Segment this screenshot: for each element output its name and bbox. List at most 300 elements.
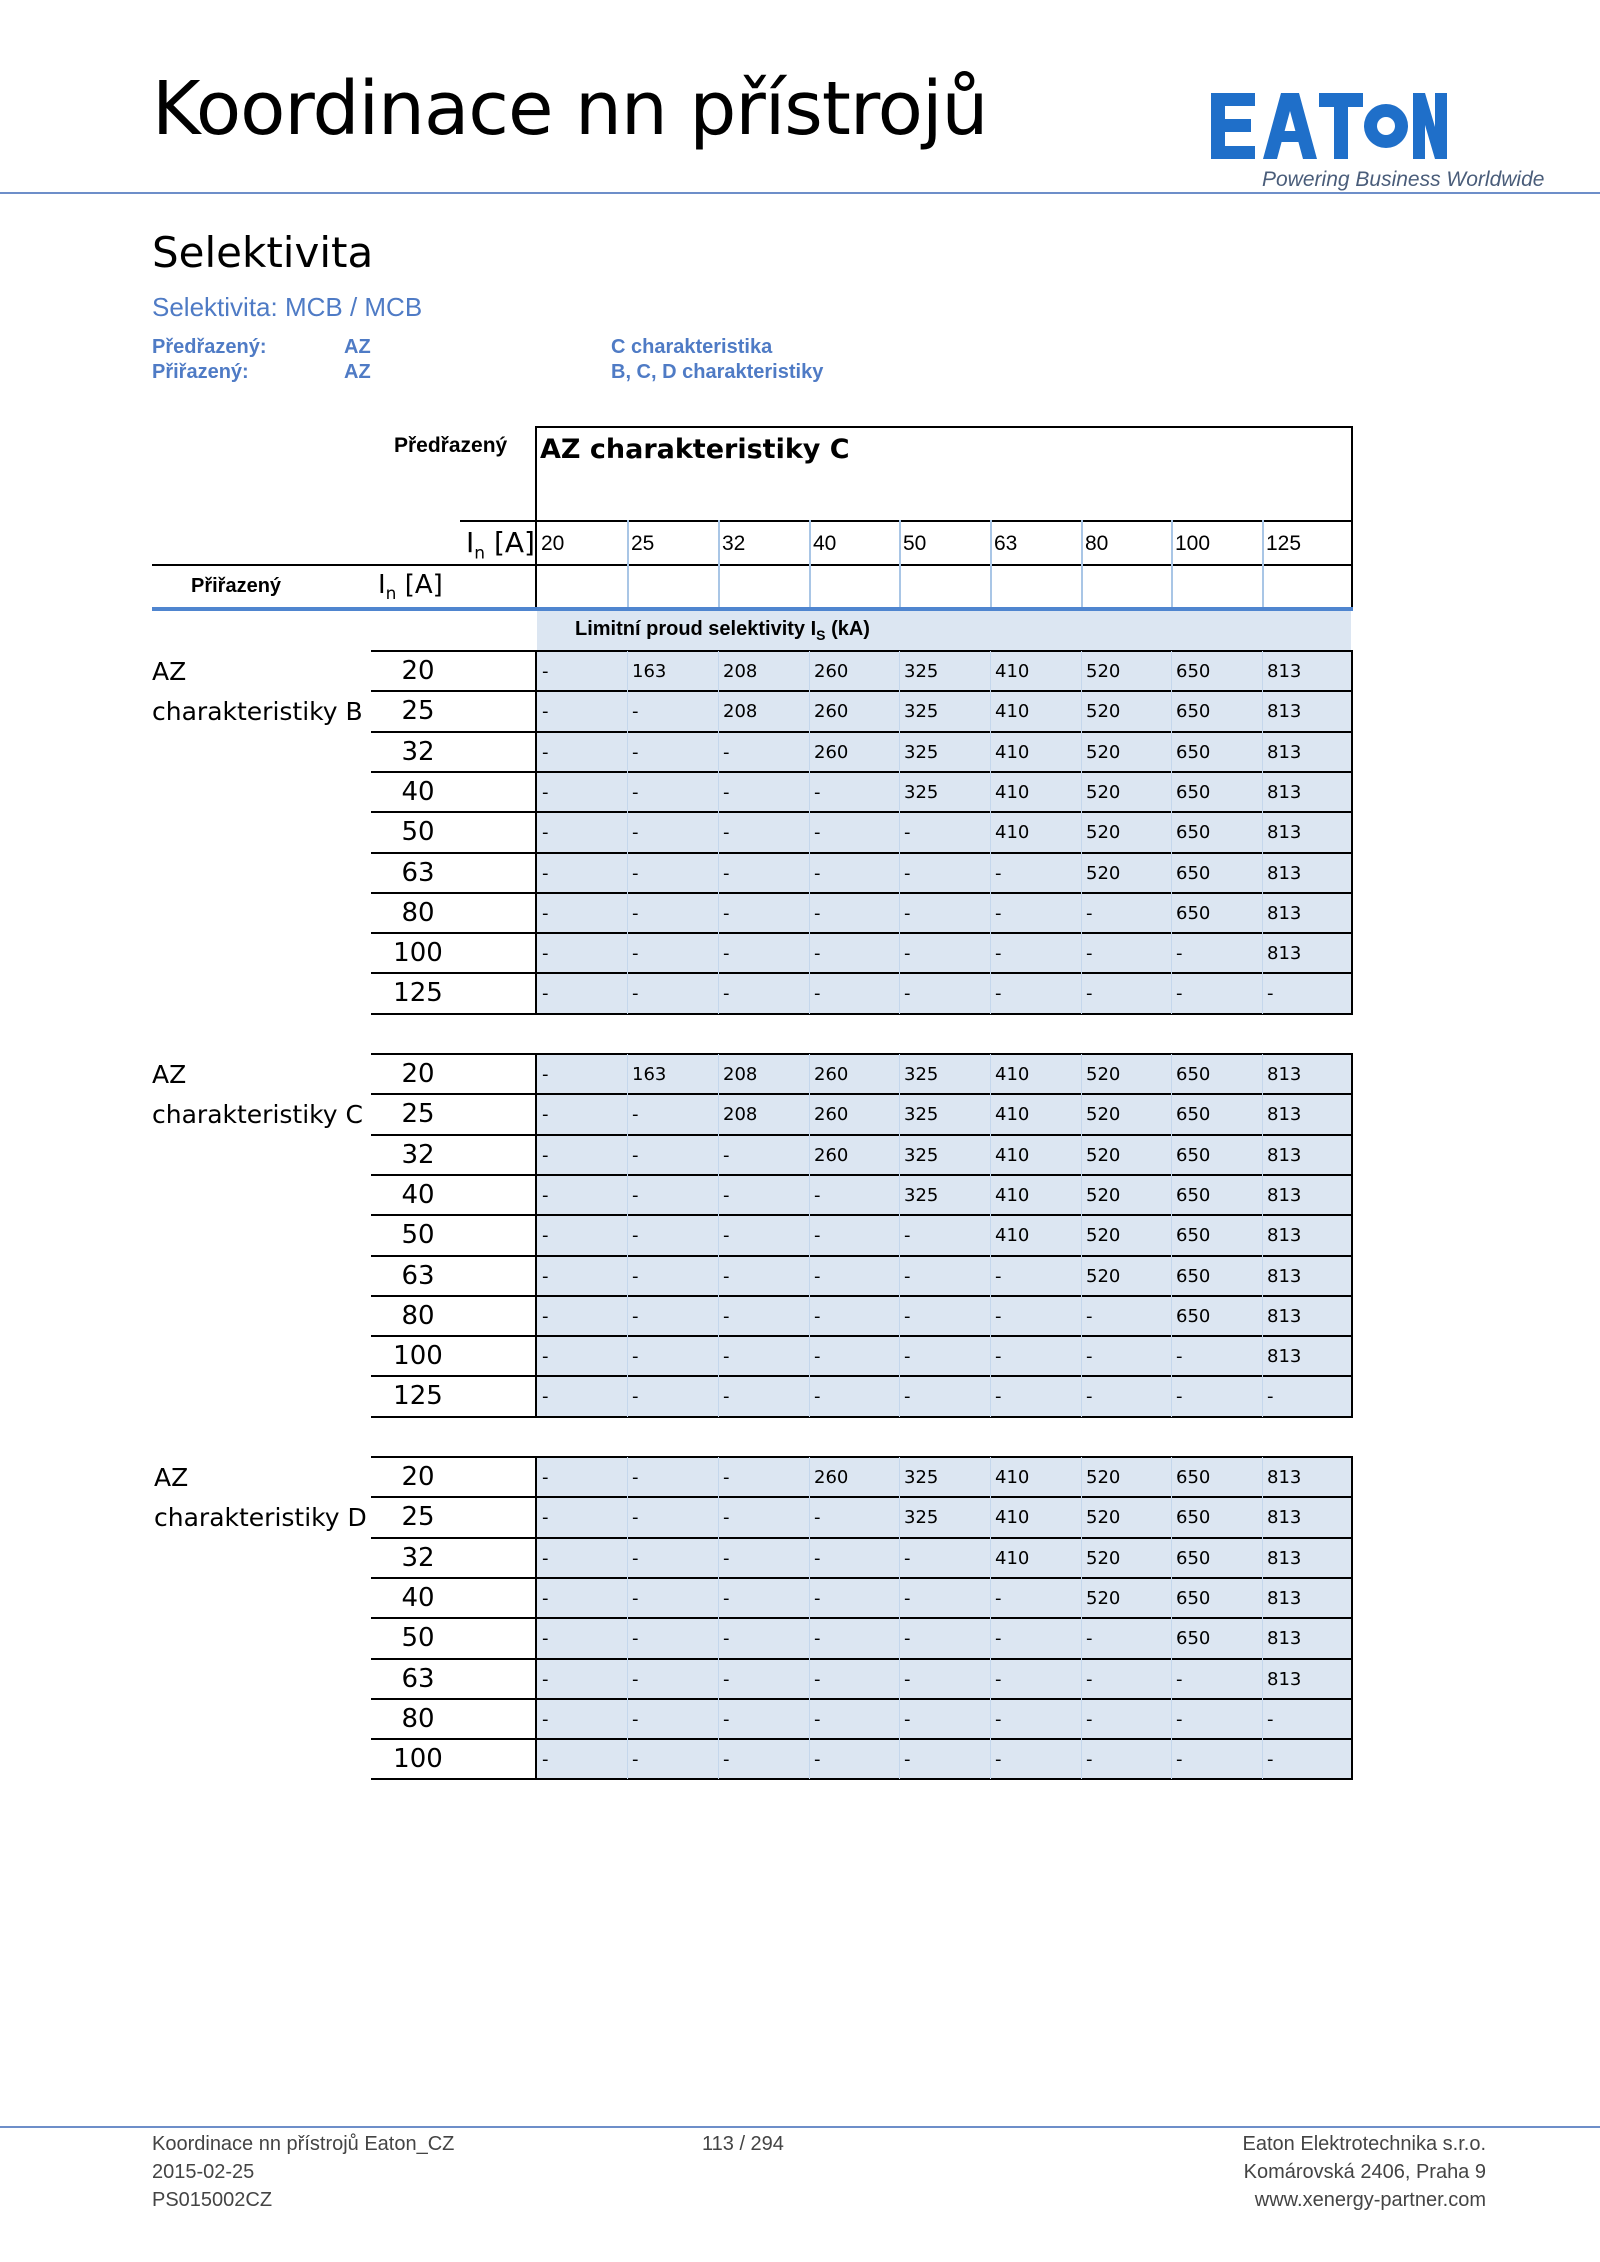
selectivity-value: 650 bbox=[1176, 1064, 1211, 1085]
selectivity-value: 260 bbox=[814, 661, 849, 682]
selectivity-value: - bbox=[814, 1507, 821, 1528]
selectivity-value: 813 bbox=[1267, 782, 1302, 803]
selectivity-value: 410 bbox=[995, 1467, 1030, 1488]
selectivity-value: - bbox=[632, 1104, 639, 1125]
footer-page-number: 113 / 294 bbox=[702, 2133, 784, 2155]
subsection-title: Selektivita: MCB / MCB bbox=[152, 292, 423, 322]
selectivity-value: - bbox=[632, 1386, 639, 1407]
selectivity-value: - bbox=[632, 903, 639, 924]
footer-company: Eaton Elektrotechnika s.r.o. bbox=[1242, 2133, 1486, 2155]
selectivity-value: 410 bbox=[995, 1185, 1030, 1206]
selectivity-value: 208 bbox=[723, 1104, 758, 1125]
selectivity-value: 650 bbox=[1176, 1306, 1211, 1327]
selectivity-value: - bbox=[723, 1709, 730, 1730]
selectivity-value: 650 bbox=[1176, 1467, 1211, 1488]
selectivity-value: - bbox=[723, 1467, 730, 1488]
selectivity-value: 325 bbox=[904, 782, 939, 803]
selectivity-value: 813 bbox=[1267, 1628, 1302, 1649]
selectivity-value: 520 bbox=[1086, 1185, 1121, 1206]
row-rated-current: 40 bbox=[401, 777, 435, 807]
selectivity-value: 520 bbox=[1086, 1145, 1121, 1166]
selectivity-value: - bbox=[542, 1266, 549, 1287]
upstream-in-label: $I_n$ [A] bbox=[466, 526, 535, 564]
selectivity-value: 410 bbox=[995, 822, 1030, 843]
selectivity-value: - bbox=[723, 983, 730, 1004]
selectivity-value: - bbox=[814, 1588, 821, 1609]
selectivity-value: 650 bbox=[1176, 1588, 1211, 1609]
selectivity-value: - bbox=[995, 1266, 1002, 1287]
selectivity-value: 520 bbox=[1086, 822, 1121, 843]
selectivity-value: 520 bbox=[1086, 1548, 1121, 1569]
selectivity-value: 650 bbox=[1176, 1225, 1211, 1246]
selectivity-value: - bbox=[723, 822, 730, 843]
selectivity-value: 520 bbox=[1086, 1467, 1121, 1488]
selectivity-value: - bbox=[723, 1306, 730, 1327]
selectivity-value: 813 bbox=[1267, 1225, 1302, 1246]
selectivity-value: 813 bbox=[1267, 1306, 1302, 1327]
selectivity-value: - bbox=[542, 1709, 549, 1730]
selectivity-value: - bbox=[632, 1266, 639, 1287]
selectivity-value: - bbox=[904, 1548, 911, 1569]
selectivity-value: - bbox=[1176, 983, 1183, 1004]
row-rated-current: 20 bbox=[401, 1059, 435, 1089]
selectivity-value: 650 bbox=[1176, 903, 1211, 924]
selectivity-value: - bbox=[632, 983, 639, 1004]
selectivity-value: 650 bbox=[1176, 661, 1211, 682]
selectivity-value: - bbox=[814, 1628, 821, 1649]
row-rated-current: 80 bbox=[401, 898, 435, 928]
selectivity-value: - bbox=[632, 1507, 639, 1528]
row-rated-current: 32 bbox=[401, 1543, 435, 1573]
selectivity-value: - bbox=[904, 1306, 911, 1327]
selectivity-value: 325 bbox=[904, 1145, 939, 1166]
selectivity-value: - bbox=[995, 943, 1002, 964]
selectivity-value: 813 bbox=[1267, 1467, 1302, 1488]
group-label-line1: AZ bbox=[152, 1060, 187, 1089]
selectivity-value: 520 bbox=[1086, 1064, 1121, 1085]
limit-current-label: Limitní proud selektivity $I_S$ (kA) bbox=[575, 618, 870, 643]
selectivity-value: - bbox=[542, 1628, 549, 1649]
selectivity-value: - bbox=[814, 1346, 821, 1367]
selectivity-value: 410 bbox=[995, 701, 1030, 722]
selectivity-value: 260 bbox=[814, 1145, 849, 1166]
selectivity-value: - bbox=[1086, 943, 1093, 964]
selectivity-value: - bbox=[542, 863, 549, 884]
selectivity-value: - bbox=[542, 1185, 549, 1206]
selectivity-value: 410 bbox=[995, 1507, 1030, 1528]
row-rated-current: 50 bbox=[401, 1220, 435, 1250]
selectivity-value: - bbox=[995, 1386, 1002, 1407]
selectivity-value: - bbox=[1086, 983, 1093, 1004]
selectivity-value: - bbox=[632, 943, 639, 964]
selectivity-value: - bbox=[995, 983, 1002, 1004]
selectivity-value: - bbox=[542, 1306, 549, 1327]
selectivity-value: - bbox=[632, 1306, 639, 1327]
selectivity-value: - bbox=[632, 782, 639, 803]
selectivity-value: 260 bbox=[814, 742, 849, 763]
selectivity-value: - bbox=[1176, 943, 1183, 964]
downstream-header: Přiřazený bbox=[191, 575, 282, 597]
row-rated-current: 32 bbox=[401, 737, 435, 767]
column-header: 25 bbox=[631, 532, 655, 555]
group-label-line2: charakteristiky B bbox=[152, 697, 363, 726]
group-label-line1: AZ bbox=[154, 1463, 189, 1492]
selectivity-value: 813 bbox=[1267, 1145, 1302, 1166]
selectivity-value: - bbox=[542, 943, 549, 964]
selectivity-value: 325 bbox=[904, 742, 939, 763]
selectivity-value: 813 bbox=[1267, 1548, 1302, 1569]
selectivity-value: - bbox=[1176, 1346, 1183, 1367]
selectivity-value: - bbox=[542, 661, 549, 682]
selectivity-value: 410 bbox=[995, 1548, 1030, 1569]
selectivity-value: - bbox=[1086, 1749, 1093, 1770]
selectivity-value: - bbox=[542, 1669, 549, 1690]
selectivity-value: 208 bbox=[723, 701, 758, 722]
selectivity-value: 813 bbox=[1267, 1507, 1302, 1528]
row-rated-current: 32 bbox=[401, 1140, 435, 1170]
selectivity-value: 520 bbox=[1086, 1507, 1121, 1528]
row-rated-current: 40 bbox=[401, 1180, 435, 1210]
selectivity-value: - bbox=[632, 1346, 639, 1367]
selectivity-value: 520 bbox=[1086, 742, 1121, 763]
selectivity-value: - bbox=[904, 1588, 911, 1609]
logo-tagline: Powering Business Worldwide bbox=[1262, 168, 1545, 191]
selectivity-value: - bbox=[904, 1669, 911, 1690]
selectivity-value: - bbox=[904, 903, 911, 924]
selectivity-value: - bbox=[814, 1548, 821, 1569]
selectivity-value: - bbox=[1086, 1669, 1093, 1690]
selectivity-value: 650 bbox=[1176, 1628, 1211, 1649]
row-rated-current: 100 bbox=[393, 1744, 443, 1774]
selectivity-value: 410 bbox=[995, 742, 1030, 763]
selectivity-value: 650 bbox=[1176, 1104, 1211, 1125]
row-rated-current: 125 bbox=[393, 978, 443, 1008]
selectivity-value: - bbox=[723, 1588, 730, 1609]
selectivity-value: - bbox=[1086, 903, 1093, 924]
selectivity-value: - bbox=[814, 1266, 821, 1287]
selectivity-value: - bbox=[904, 983, 911, 1004]
column-header: 20 bbox=[541, 532, 565, 555]
selectivity-value: 650 bbox=[1176, 1507, 1211, 1528]
upstream-header: Předřazený bbox=[394, 434, 508, 457]
selectivity-value: - bbox=[542, 1145, 549, 1166]
selectivity-value: 410 bbox=[995, 661, 1030, 682]
selectivity-value: - bbox=[1086, 1346, 1093, 1367]
selectivity-value: - bbox=[995, 903, 1002, 924]
column-header: 80 bbox=[1085, 532, 1109, 555]
selectivity-value: - bbox=[723, 1346, 730, 1367]
selectivity-value: - bbox=[632, 1225, 639, 1246]
selectivity-value: 520 bbox=[1086, 1225, 1121, 1246]
selectivity-value: - bbox=[1086, 1628, 1093, 1649]
selectivity-value: - bbox=[632, 742, 639, 763]
selectivity-value: - bbox=[814, 983, 821, 1004]
selectivity-value: - bbox=[1176, 1386, 1183, 1407]
selectivity-value: - bbox=[1176, 1669, 1183, 1690]
selectivity-value: - bbox=[814, 1669, 821, 1690]
selectivity-value: - bbox=[542, 1386, 549, 1407]
selectivity-value: - bbox=[723, 1548, 730, 1569]
selectivity-value: 813 bbox=[1267, 1185, 1302, 1206]
selectivity-value: - bbox=[723, 1628, 730, 1649]
selectivity-value: - bbox=[542, 1588, 549, 1609]
selectivity-value: 520 bbox=[1086, 1104, 1121, 1125]
selectivity-value: - bbox=[995, 1628, 1002, 1649]
footer-date: 2015-02-25 bbox=[152, 2161, 255, 2183]
selectivity-value: 650 bbox=[1176, 1145, 1211, 1166]
selectivity-value: - bbox=[1267, 1749, 1274, 1770]
selectivity-value: - bbox=[904, 1749, 911, 1770]
selectivity-value: - bbox=[723, 1185, 730, 1206]
selectivity-value: 325 bbox=[904, 1507, 939, 1528]
selectivity-value: - bbox=[904, 1266, 911, 1287]
upstream-label: Předřazený: bbox=[152, 336, 267, 358]
selectivity-value: - bbox=[904, 822, 911, 843]
selectivity-value: - bbox=[1267, 1386, 1274, 1407]
selectivity-value: - bbox=[814, 822, 821, 843]
selectivity-value: 325 bbox=[904, 661, 939, 682]
selectivity-value: - bbox=[632, 1467, 639, 1488]
column-header: 63 bbox=[994, 532, 1018, 555]
selectivity-value: 650 bbox=[1176, 701, 1211, 722]
selectivity-value: 520 bbox=[1086, 782, 1121, 803]
upstream-characteristic: C charakteristika bbox=[611, 336, 773, 358]
row-rated-current: 80 bbox=[401, 1301, 435, 1331]
selectivity-value: - bbox=[814, 903, 821, 924]
selectivity-value: 410 bbox=[995, 1145, 1030, 1166]
eaton-logo bbox=[1211, 93, 1447, 159]
selectivity-value: - bbox=[904, 863, 911, 884]
selectivity-value: - bbox=[904, 1225, 911, 1246]
selectivity-value: - bbox=[542, 782, 549, 803]
selectivity-value: - bbox=[542, 1064, 549, 1085]
selectivity-value: 325 bbox=[904, 1064, 939, 1085]
selectivity-value: - bbox=[723, 863, 730, 884]
selectivity-value: 325 bbox=[904, 1467, 939, 1488]
column-header: 32 bbox=[722, 532, 746, 555]
selectivity-value: - bbox=[995, 1346, 1002, 1367]
selectivity-value: 325 bbox=[904, 701, 939, 722]
selectivity-value: - bbox=[995, 1306, 1002, 1327]
selectivity-value: 650 bbox=[1176, 863, 1211, 884]
selectivity-value: - bbox=[1267, 1709, 1274, 1730]
selectivity-value: 325 bbox=[904, 1185, 939, 1206]
footer-address: Komárovská 2406, Praha 9 bbox=[1243, 2161, 1486, 2183]
selectivity-value: - bbox=[723, 903, 730, 924]
selectivity-value: - bbox=[542, 1467, 549, 1488]
row-rated-current: 25 bbox=[401, 1099, 435, 1129]
row-rated-current: 125 bbox=[393, 1381, 443, 1411]
downstream-label: Přiřazený: bbox=[152, 361, 249, 383]
selectivity-value: 650 bbox=[1176, 1185, 1211, 1206]
downstream-characteristic: B, C, D charakteristiky bbox=[611, 361, 824, 383]
selectivity-value: - bbox=[723, 1145, 730, 1166]
selectivity-value: - bbox=[632, 863, 639, 884]
upstream-device: AZ charakteristiky C bbox=[540, 434, 850, 465]
selectivity-value: - bbox=[904, 1628, 911, 1649]
row-rated-current: 63 bbox=[401, 1261, 435, 1291]
selectivity-value: - bbox=[1086, 1386, 1093, 1407]
selectivity-value: - bbox=[723, 1266, 730, 1287]
selectivity-value: - bbox=[995, 1749, 1002, 1770]
selectivity-value: 260 bbox=[814, 1104, 849, 1125]
selectivity-value: - bbox=[814, 863, 821, 884]
selectivity-value: 410 bbox=[995, 1104, 1030, 1125]
selectivity-value: - bbox=[632, 1628, 639, 1649]
row-rated-current: 25 bbox=[401, 1502, 435, 1532]
selectivity-value: - bbox=[1176, 1749, 1183, 1770]
selectivity-value: 520 bbox=[1086, 701, 1121, 722]
column-header: 40 bbox=[813, 532, 837, 555]
selectivity-value: 163 bbox=[632, 1064, 667, 1085]
row-rated-current: 50 bbox=[401, 1623, 435, 1653]
selectivity-value: - bbox=[723, 1225, 730, 1246]
header-divider bbox=[0, 192, 1600, 194]
row-rated-current: 40 bbox=[401, 1583, 435, 1613]
selectivity-value: 813 bbox=[1267, 943, 1302, 964]
selectivity-value: - bbox=[632, 1709, 639, 1730]
group-label-line1: AZ bbox=[152, 657, 187, 686]
selectivity-value: 520 bbox=[1086, 863, 1121, 884]
selectivity-value: - bbox=[814, 1225, 821, 1246]
selectivity-value: 813 bbox=[1267, 1588, 1302, 1609]
selectivity-value: - bbox=[814, 1386, 821, 1407]
selectivity-value: 650 bbox=[1176, 822, 1211, 843]
selectivity-value: 208 bbox=[723, 1064, 758, 1085]
selectivity-value: - bbox=[542, 701, 549, 722]
selectivity-value: - bbox=[995, 1709, 1002, 1730]
selectivity-value: - bbox=[904, 1346, 911, 1367]
selectivity-value: - bbox=[723, 782, 730, 803]
selectivity-value: - bbox=[1086, 1709, 1093, 1730]
selectivity-value: - bbox=[723, 1507, 730, 1528]
selectivity-value: - bbox=[542, 983, 549, 1004]
selectivity-value: 410 bbox=[995, 1064, 1030, 1085]
selectivity-value: 520 bbox=[1086, 661, 1121, 682]
upstream-value: AZ bbox=[344, 336, 371, 358]
group-label-line2: charakteristiky C bbox=[152, 1100, 363, 1129]
selectivity-value: - bbox=[995, 1588, 1002, 1609]
row-rated-current: 100 bbox=[393, 938, 443, 968]
selectivity-value: 650 bbox=[1176, 1548, 1211, 1569]
selectivity-value: - bbox=[814, 1749, 821, 1770]
column-header: 50 bbox=[903, 532, 927, 555]
selectivity-value: 325 bbox=[904, 1104, 939, 1125]
selectivity-value: - bbox=[632, 1669, 639, 1690]
selectivity-value: - bbox=[542, 1749, 549, 1770]
selectivity-value: - bbox=[814, 943, 821, 964]
footer-website: www.xenergy-partner.com bbox=[1254, 2189, 1486, 2211]
selectivity-value: 163 bbox=[632, 661, 667, 682]
selectivity-value: 410 bbox=[995, 1225, 1030, 1246]
selectivity-value: 260 bbox=[814, 701, 849, 722]
selectivity-value: - bbox=[1086, 1306, 1093, 1327]
selectivity-value: - bbox=[814, 782, 821, 803]
selectivity-value: - bbox=[632, 1548, 639, 1569]
selectivity-value: - bbox=[632, 1185, 639, 1206]
selectivity-value: - bbox=[632, 701, 639, 722]
selectivity-value: 650 bbox=[1176, 782, 1211, 803]
footer-doc-code: PS015002CZ bbox=[152, 2189, 273, 2211]
footer-divider bbox=[0, 2126, 1600, 2128]
selectivity-value: - bbox=[632, 1145, 639, 1166]
selectivity-value: - bbox=[632, 1588, 639, 1609]
selectivity-value: 520 bbox=[1086, 1588, 1121, 1609]
selectivity-value: 520 bbox=[1086, 1266, 1121, 1287]
row-rated-current: 100 bbox=[393, 1341, 443, 1371]
selectivity-value: 260 bbox=[814, 1064, 849, 1085]
selectivity-value: - bbox=[542, 1225, 549, 1246]
selectivity-value: 813 bbox=[1267, 1064, 1302, 1085]
selectivity-value: - bbox=[542, 1346, 549, 1367]
row-rated-current: 63 bbox=[401, 1664, 435, 1694]
selectivity-value: - bbox=[632, 822, 639, 843]
selectivity-value: 260 bbox=[814, 1467, 849, 1488]
selectivity-value: - bbox=[1267, 983, 1274, 1004]
selectivity-value: - bbox=[904, 943, 911, 964]
selectivity-value: - bbox=[904, 1709, 911, 1730]
column-header: 125 bbox=[1266, 532, 1302, 555]
row-rated-current: 20 bbox=[401, 1462, 435, 1492]
selectivity-value: 813 bbox=[1267, 903, 1302, 924]
selectivity-value: - bbox=[632, 1749, 639, 1770]
selectivity-value: 410 bbox=[995, 782, 1030, 803]
row-rated-current: 25 bbox=[401, 696, 435, 726]
selectivity-value: - bbox=[723, 1386, 730, 1407]
selectivity-value: 650 bbox=[1176, 1266, 1211, 1287]
selectivity-value: 813 bbox=[1267, 1346, 1302, 1367]
selectivity-value: - bbox=[542, 903, 549, 924]
selectivity-value: 813 bbox=[1267, 863, 1302, 884]
row-rated-current: 80 bbox=[401, 1704, 435, 1734]
selectivity-value: 813 bbox=[1267, 822, 1302, 843]
downstream-value: AZ bbox=[344, 361, 371, 383]
selectivity-value: - bbox=[995, 1669, 1002, 1690]
selectivity-value: - bbox=[995, 863, 1002, 884]
selectivity-value: - bbox=[723, 943, 730, 964]
selectivity-value: - bbox=[904, 1386, 911, 1407]
selectivity-value: - bbox=[542, 1104, 549, 1125]
selectivity-value: - bbox=[723, 742, 730, 763]
selectivity-value: 650 bbox=[1176, 742, 1211, 763]
selectivity-value: 813 bbox=[1267, 701, 1302, 722]
document-title: Koordinace nn přístrojů bbox=[152, 66, 988, 152]
selectivity-value: - bbox=[542, 1507, 549, 1528]
selectivity-value: - bbox=[542, 822, 549, 843]
downstream-in-label: $I_n$ [A] bbox=[378, 570, 443, 605]
selectivity-value: 813 bbox=[1267, 1266, 1302, 1287]
row-rated-current: 63 bbox=[401, 858, 435, 888]
selectivity-value: 813 bbox=[1267, 661, 1302, 682]
selectivity-value: - bbox=[723, 1669, 730, 1690]
selectivity-value: - bbox=[814, 1709, 821, 1730]
column-header: 100 bbox=[1175, 532, 1211, 555]
footer-doc-name: Koordinace nn přístrojů Eaton_CZ bbox=[152, 2133, 455, 2155]
selectivity-value: - bbox=[542, 1548, 549, 1569]
group-label-line2: charakteristiky D bbox=[154, 1503, 367, 1532]
row-rated-current: 50 bbox=[401, 817, 435, 847]
selectivity-value: 813 bbox=[1267, 1669, 1302, 1690]
row-rated-current: 20 bbox=[401, 656, 435, 686]
selectivity-value: - bbox=[814, 1306, 821, 1327]
selectivity-value: 208 bbox=[723, 661, 758, 682]
selectivity-value: - bbox=[542, 742, 549, 763]
selectivity-value: 813 bbox=[1267, 742, 1302, 763]
selectivity-value: - bbox=[814, 1185, 821, 1206]
selectivity-value: 813 bbox=[1267, 1104, 1302, 1125]
section-title: Selektivita bbox=[152, 228, 374, 277]
selectivity-value: - bbox=[1176, 1709, 1183, 1730]
